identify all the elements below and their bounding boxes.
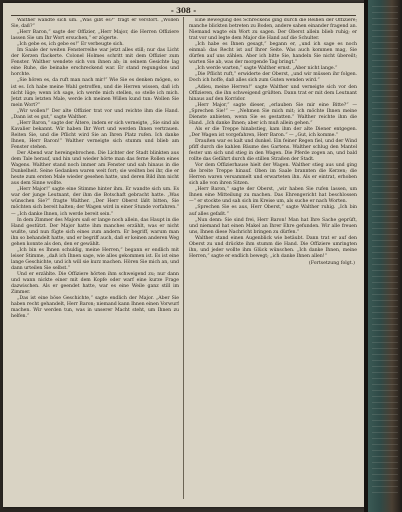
adjacent-page-strip — [368, 0, 402, 512]
paragraph: „Herr Baron,“ sagte der Oberst, „wir haben Sie rufen lassen, um Ihnen eine Mitteilung zu machen. Das Ehrengericht hat beschlossen —“ er stockte und sah sich im Kreise um, als suche er nach Worten. — [189, 187, 357, 205]
paragraph: „Ich gebe es, ich gebe es!“ Er verbeugte sich. — [17, 42, 124, 48]
adjacent-page-text — [372, 6, 398, 496]
book-page — [3, 3, 364, 507]
paragraph: Walther wandte sich um. „Was gibt es?“ fragt er verstört. „Wollen Sie, daß?“ — [11, 18, 179, 30]
left-column — [11, 18, 179, 501]
page-number: - 308 - — [170, 6, 197, 15]
paragraph: „Das ist eine böse Geschichte,“ sagte endlich der Major. „Aber Sie haben recht gehandelt, Herr Baron; niemand kann Ihnen einen Vorwurf machen. Wir werden tun, was in unserer Macht steht, um Ihnen zu helfen.“ — [11, 296, 179, 320]
paragraph: Walther stand einen Augenblick wie betäubt. Dann trat er auf den Oberst zu und drückte ihm stumm die Hand. Die Offiziere umringten ihn, und jeder wollte ihm Glück wünschen. „Ich danke Ihnen, meine Herren,“ sagte er endlich bewegt; „ich danke Ihnen allen!“ — [189, 235, 357, 259]
paragraph: Und er erzählte. Die Offiziere hörten ihm schweigend zu; nur dann und wann nickte einer mit dem Kopfe oder warf eine kurze Frage dazwischen. Als er geendet hatte, war es eine Weile ganz still im Zimmer. — [11, 271, 179, 296]
paragraph: „Herr Major,“ sagte dieser, „erlauben Sie mir eine Bitte?“ — „Sprechen Sie!“ — „Nehmen Sie mich mit; ich möchte Ihnen meine Dienste anbieten, wenn Sie es gestatten.“ Walther reichte ihm die Hand. „Ich danke Ihnen; aber ich muß allein gehen.“ — [189, 102, 357, 126]
paragraph: „Die Pflicht ruft,“ erwiderte der Oberst, „und wir müssen ihr folgen. Doch ich hoffe, daß alles sich zum Guten wenden wird.“ — [189, 72, 357, 84]
paragraph: „Ich bin es Ihnen schuldig, meine Herren,“ begann er endlich mit leiser Stimme, „daß ich Ihnen sage, wie alles gekommen ist. Es ist eine lange Geschichte, und ich will sie kurz machen. Hören Sie mich an, und dann urteilen Sie selbst.“ — [11, 247, 179, 271]
paragraph: „Herr Major!“ sagte eine Stimme hinter ihm. Er wandte sich um. Es war der junge Leutnant, der ihm die Botschaft gebracht hatte. „Was wünschen Sie?“ fragte Walther. „Der Herr Oberst läßt bitten, Sie möchten sich bereit halten; der Wagen wird in einer Stunde vorfahren.“ — „Ich danke Ihnen, ich werde bereit sein.“ — [11, 187, 179, 217]
paragraph: „Nun denn: Sie sind frei, Herr Baron! Man hat Ihre Sache geprüft, und niemand hat einen Makel an Ihrer Ehre gefunden. Wir alle freuen uns, Ihnen diese Nachricht bringen zu dürfen.“ — [189, 217, 357, 235]
column-divider — [183, 17, 184, 499]
right-column — [189, 18, 357, 501]
paragraph: In dem Zimmer des Majors saß er lange noch allein, das Haupt in die Hand gestützt. Der Major hatte ihm manches erzählt, was er nicht wußte, und nun fügte sich eines zum andern. Er begriff, warum man ihn so behandelt hatte, und er begriff auch, daß er keinen anderen Weg gehen konnte als den, den er gewählt. — [11, 217, 179, 247]
paragraph: Vor dem Offizierhause hielt der Wagen. Walther stieg aus und ging die breite Treppe hinauf. Oben im Saale brannten die Kerzen; die Herren waren versammelt und erwarteten ihn. Als er eintrat, erhoben sich alle von ihren Sitzen. — [189, 163, 357, 187]
paragraph: „Ich habe es Ihnen gesagt,“ begann er, „und ich sage es noch einmal: das Recht ist auf Ihrer Seite. Was auch kommen mag, Sie dürfen auf uns zählen. Aber ich bitte Sie, handeln Sie nicht übereilt; warten Sie ab, was der morgende Tag bringt.“ — [189, 42, 357, 66]
paragraph: Draußen war es kalt und dunkel. Ein feiner Regen fiel, und der Wind pfiff durch die kahlen Bäume des Gartens. Walther schlug den Mantel fester um sich und stieg in den Wagen. Die Pferde zogen an, und bald rollte das Gefährt durch die stillen Straßen der Stadt. — [189, 138, 357, 163]
paragraph: „Herr Baron,“ sagte der Offizier, „Herr Major, die Herren Offiziere lassen Sie um Ihr Wort ersuchen,“ er zögerte. — [11, 30, 179, 42]
header-rule — [11, 15, 356, 16]
paragraph: „Ich werde warten,“ sagte Walther ernst. „Aber nicht lange.“ — [195, 66, 338, 72]
paragraph: Der Abend war hereingebrochen. Die Lichter der Stadt blinkten aus dem Tale herauf, und hin und wieder hörte man das ferne Rollen eines Wagens. Walther stand noch immer am Fenster und sah hinaus in die Dunkelheit. Seine Gedanken waren weit fort; sie weilten bei ihr, die er heute zum ersten Male wieder gesehen hatte, und deren Bild ihm nicht aus dem Sinne wollte. — [11, 151, 179, 187]
paragraph: Als er die Treppe hinabstieg, kam ihm der alte Diener entgegen. „Der Wagen ist vorgefahren, Herr Baron.“ — „Gut, ich komme.“ — [189, 126, 357, 138]
continuation-note: (Fortsetzung folgt.) — [308, 260, 355, 266]
paragraph: Im Saale der weiten Fensterreihe war jetzt alles still; nur das Licht der Kerzen flackerte. Colonel Holmes schritt mit dem Offizier zum Fenster. Walther wendete sich von ihnen ab; in seinem Gesichte lag eine Ruhe, die beinahe erschreckend war. Er stand regungslos und horchte. — [11, 48, 179, 78]
paragraph: „Adieu, meine Herren!“ sagte Walther und verneigte sich vor den Offizieren, die ihn schweigend grüßten. Dann trat er mit dem Leutnant hinaus auf den Korridor. — [189, 84, 357, 102]
paragraph: „Wir wollen!“ Der alte Offizier trat vor und reichte ihm die Hand. „Dann ist es gut,“ sagte Walther. — [11, 108, 179, 120]
paragraph: Eine Bewegung des Schreckens ging durch die Reihen der Offiziere; manche blickten betreten zu Boden, andere sahen einander fragend an. Niemand wagte ein Wort zu sagen. Der Oberst allein blieb ruhig; er trat vor und legte dem Major die Hand auf die Schulter. — [189, 18, 357, 42]
paragraph: „Herr Baron,“ sagte der Ältere, indem er sich verneigte, „Sie sind als Kavalier bekannt. Wir haben Ihr Wort und werden Ihnen vertrauen. Reiten Sie, und die Pflicht wird Sie an Ihren Platz rufen. Ich danke Ihnen, Herr Baron!“ Walther verneigte sich stumm und blieb am Fenster stehen. — [11, 120, 179, 150]
paragraph: „Sie hören es, da ruft man nach mir!“ Wie Sie es denken mögen, so ist es. Ich habe meine Wahl getroffen, und die Herren wissen, daß ich nicht lüge; wenn ich sage, ich werde mich stellen, so stelle ich mich. Jetzt zum letzten Male, werde ich meinen Willen kund tun: Wollen Sie mein Wort?“ — [11, 78, 179, 108]
paragraph: „Sprechen Sie es aus, Herr Oberst,“ sagte Walther ruhig. „Ich bin auf alles gefaßt.“ — [189, 205, 357, 217]
